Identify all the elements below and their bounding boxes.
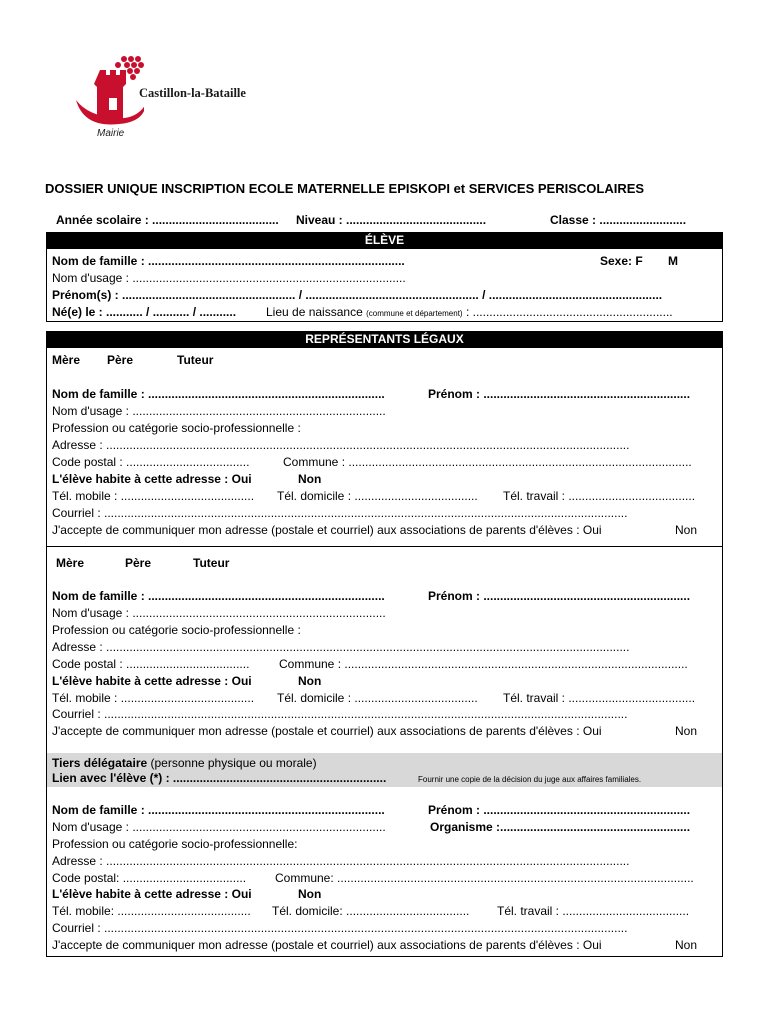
eleve-header: ÉLÈVE: [46, 232, 723, 249]
document-title: DOSSIER UNIQUE INSCRIPTION ECOLE MATERNELLE EPISKOPI et SERVICES PERISCOLAIRES: [45, 181, 645, 196]
rep2-courriel-field[interactable]: Courriel : .............................................................................................................................................................: [52, 707, 628, 721]
rep1-nom-famille-text: Nom de famille : .......................................................................: [52, 387, 385, 401]
tiers-title: [52, 755, 317, 771]
tiers-profession-field[interactable]: Profession ou catégorie socio-professionnelle:: [52, 837, 298, 851]
tiers-courriel-field[interactable]: Courriel : .............................................................................................................................................................: [52, 921, 628, 935]
rep1-tel-mobile-field[interactable]: Tél. mobile : ........................................: [52, 489, 255, 503]
rep1-tel-domicile-field[interactable]: Tél. domicile : .....................................: [277, 489, 478, 503]
rep2-nom-famille-field[interactable]: [52, 588, 385, 604]
rep1-code-postal-field[interactable]: Code postal : .....................................: [52, 455, 250, 469]
lieu-label: Lieu de naissance: [266, 305, 363, 319]
tiers-accepte-oui-option[interactable]: J'accepte de communiquer mon adresse (postale et courriel) aux associations de parents d'élèves : Oui: [52, 938, 602, 952]
eleve-nom-famille-label: Nom de famille : .............................................................................: [52, 254, 405, 268]
rep2-tel-mobile-field[interactable]: Tél. mobile : ........................................: [52, 691, 255, 705]
sexe-f-option[interactable]: Sexe: F: [600, 254, 643, 268]
org-name: Castillon-la-Bataille: [139, 86, 246, 100]
tiers-lien-note: Fournir une copie de la décision du juge aux affaires familiales.: [418, 775, 642, 784]
tiers-accepte-non-option[interactable]: Non: [675, 938, 698, 952]
rep1-tuteur-option[interactable]: Tuteur: [177, 353, 214, 367]
rep1-habite-oui-option[interactable]: L'élève habite à cette adresse : Oui: [52, 472, 252, 486]
tiers-organisme-field[interactable]: Organisme :.........................................................: [430, 820, 691, 834]
rep2-accepte-oui-option[interactable]: J'accepte de communiquer mon adresse (postale et courriel) aux associations de parents d'élèves : Oui: [52, 724, 602, 738]
rep1-prenom-field[interactable]: Prénom : ..............................................................: [428, 387, 691, 401]
tiers-habite-oui-option[interactable]: L'élève habite à cette adresse : Oui: [52, 887, 252, 901]
tiers-prenom-field[interactable]: Prénom : ..............................................................: [428, 803, 691, 817]
rep1-commune-field[interactable]: Commune : .......................................................................................................: [283, 455, 692, 469]
tiers-nom-famille-field[interactable]: [52, 802, 385, 818]
eleve-ne-le-field[interactable]: Né(e) le : ........... / ........... / ...........: [52, 305, 237, 319]
rep2-prenom-field[interactable]: Prénom : ..............................................................: [428, 589, 691, 603]
rep1-accepte-non-option[interactable]: Non: [675, 523, 698, 537]
rep-separator: [46, 546, 723, 547]
rep2-commune-field[interactable]: Commune : .......................................................................................................: [279, 657, 688, 671]
lieu-dots: : ............................................................: [465, 305, 673, 319]
mairie-label: Mairie: [97, 128, 125, 139]
rep2-accepte-non-option[interactable]: Non: [675, 724, 698, 738]
castle-logo-icon: [74, 50, 144, 130]
tiers-code-postal-field[interactable]: Code postal: .....................................: [52, 871, 247, 885]
tiers-commune-field[interactable]: Commune: ...........................................................................................................: [275, 871, 694, 885]
lieu-small-label: (commune et département): [366, 309, 463, 318]
rep2-tel-travail-field[interactable]: Tél. travail : ......................................: [503, 691, 696, 705]
rep1-habite-non-option[interactable]: Non: [298, 472, 322, 486]
tiers-habite-non-option[interactable]: Non: [298, 887, 322, 901]
tiers-title-bold: Tiers délégataire: [52, 756, 148, 770]
rep2-mere-option[interactable]: Mère: [56, 556, 85, 570]
tiers-nom-usage-field[interactable]: Nom d'usage : ............................................................................: [52, 820, 386, 834]
rep2-tel-domicile-field[interactable]: Tél. domicile : .....................................: [277, 691, 478, 705]
classe-field[interactable]: Classe : ..........................: [550, 213, 687, 227]
lieu-naissance-field[interactable]: [266, 304, 673, 322]
rep2-nom-usage-field[interactable]: Nom d'usage : ............................................................................: [52, 606, 386, 620]
tiers-tel-travail-field[interactable]: Tél. travail : ......................................: [497, 904, 690, 918]
tiers-lien-field[interactable]: Lien avec l'élève (*) : ................................................................: [52, 771, 387, 785]
rep1-adresse-field[interactable]: Adresse : .............................................................................................................................................................: [52, 438, 630, 452]
representants-header: REPRÉSENTANTS LÉGAUX: [46, 331, 723, 348]
rep1-profession-field[interactable]: Profession ou catégorie socio-professionnelle :: [52, 421, 301, 435]
rep2-habite-non-option[interactable]: Non: [298, 674, 322, 688]
rep2-nom-famille-text: Nom de famille : .......................................................................: [52, 589, 385, 603]
rep1-pere-option[interactable]: Père: [107, 353, 134, 367]
sexe-m-option[interactable]: M: [668, 254, 678, 268]
niveau-field[interactable]: Niveau : ..........................................: [296, 213, 487, 227]
rep1-accepte-oui-option[interactable]: J'accepte de communiquer mon adresse (postale et courriel) aux associations de parents d'élèves : Oui: [52, 523, 602, 537]
rep1-nom-famille-field[interactable]: [52, 386, 385, 402]
tiers-tel-domicile-field[interactable]: Tél. domicile: .....................................: [272, 904, 470, 918]
rep1-nom-usage-field[interactable]: Nom d'usage : ............................................................................: [52, 404, 386, 418]
tiers-nom-famille-text: Nom de famille : .......................................................................: [52, 803, 385, 817]
annee-scolaire-field[interactable]: Année scolaire : ......................................: [56, 213, 279, 227]
rep2-code-postal-field[interactable]: Code postal : .....................................: [52, 657, 250, 671]
rep1-courriel-field[interactable]: Courriel : .............................................................................................................................................................: [52, 506, 628, 520]
rep2-adresse-field[interactable]: Adresse : .............................................................................................................................................................: [52, 640, 630, 654]
rep1-mere-option[interactable]: Mère: [52, 353, 81, 367]
rep2-habite-oui-option[interactable]: L'élève habite à cette adresse : Oui: [52, 674, 252, 688]
tiers-adresse-field[interactable]: Adresse : .............................................................................................................................................................: [52, 854, 630, 868]
tiers-title-rest: (personne physique ou morale): [147, 756, 317, 770]
tiers-tel-mobile-field[interactable]: Tél. mobile: ........................................: [52, 904, 251, 918]
rep2-pere-option[interactable]: Père: [125, 556, 152, 570]
eleve-nom-famille-field[interactable]: [52, 253, 405, 269]
eleve-prenoms-field[interactable]: Prénom(s) : .................................................... / .................................................... / ....................................................: [52, 288, 663, 302]
rep2-profession-field[interactable]: Profession ou catégorie socio-professionnelle :: [52, 623, 301, 637]
rep1-tel-travail-field[interactable]: Tél. travail : ......................................: [503, 489, 696, 503]
rep2-tuteur-option[interactable]: Tuteur: [193, 556, 230, 570]
logo: [74, 50, 294, 150]
eleve-nom-usage-field[interactable]: Nom d'usage : ..................................................................................: [52, 271, 406, 285]
